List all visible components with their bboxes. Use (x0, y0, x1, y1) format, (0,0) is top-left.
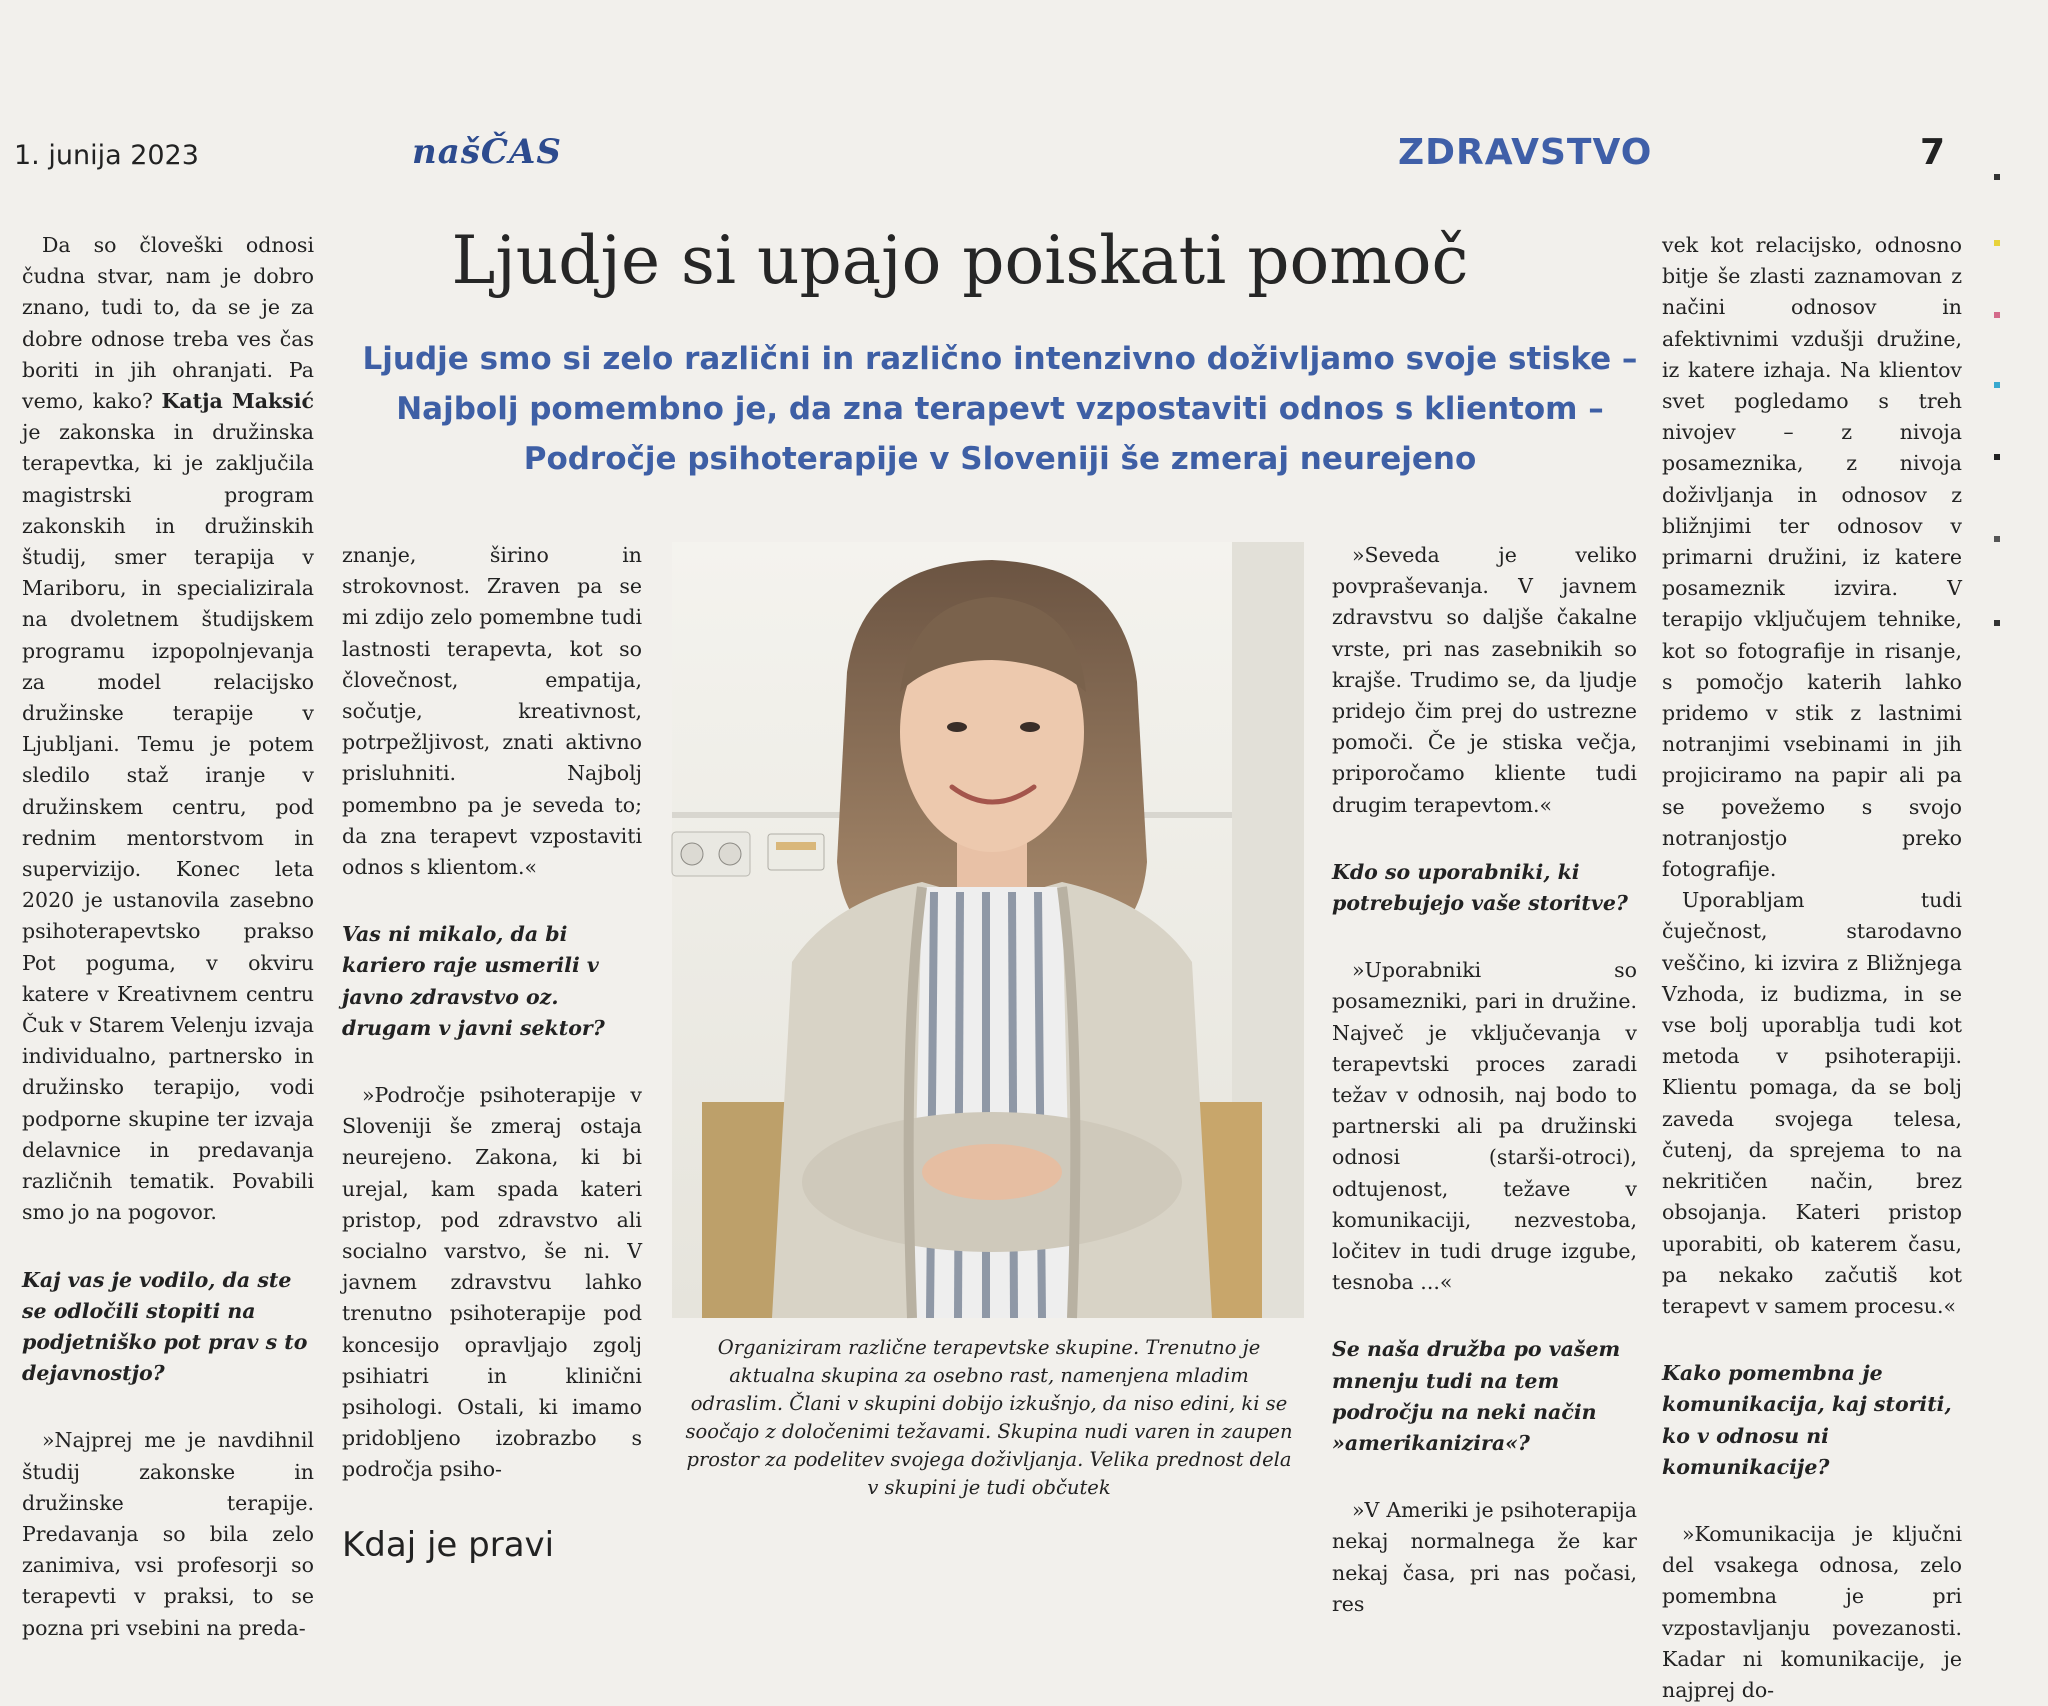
registration-mark (1994, 382, 2000, 388)
page-number: 7 (1920, 132, 1946, 173)
section-title: ZDRAVSTVO (1398, 132, 1653, 173)
interview-question: Kako pomembna je komunikacija, kaj storiti, ko v odnosu ni komunikacije? (1662, 1361, 1952, 1479)
article-column-5 (1662, 230, 1962, 1702)
interview-answer: »V Ameriki je psihoterapija nekaj normalnega že kar nekaj časa, pri nas počasi, res (1332, 1498, 1637, 1616)
article-column-4 (1332, 540, 1637, 1616)
interview-question: Vas ni mikalo, da bi kariero raje usmerili v javno zdravstvo oz. drugam v javni sektor? (342, 922, 605, 1040)
portrait-photo-illustration (672, 542, 1304, 1318)
intro-paragraph (22, 230, 314, 1229)
interview-answer: »Uporabniki so posamezniki, pari in družine. Največ je vključevanja v terapevtski proces zaradi težav v odnosih, naj bodo to partnerski ali pa družinski odnosi (starši-otroci), odtujenost, težave v komunikaciji, nezvestoba, ločitev in tudi druge izgube, tesnoba ...« (1332, 958, 1637, 1295)
interview-answer: »Najprej me je navdihnil študij zakonske in družinske terapije. Predavanja so bila zelo zanimiva, vsi profesorji so terapevti v praksi, to se pozna pri vsebini na preda- (22, 1428, 314, 1640)
registration-mark (1994, 240, 2000, 246)
answer-continuation: znanje, širino in strokovnost. Zraven pa se mi zdijo zelo pomembne tudi lastnosti terapevta, kot so človečnost, empatija, sočutje, kreativnost, potrpežljivost, znati aktivno prisluhniti. Najbolj pomembno pa je seveda to; da zna terapevt vzpostaviti odnos s klientom.« (342, 543, 642, 880)
interview-answer: »Komunikacija je ključni del vsakega odnosa, zelo pomembna je pri vzpostavljanju povezanosti. Kadar ni komunikacije, je najprej do- (1662, 1521, 1962, 1702)
interview-answer: »Seveda je veliko povpraševanja. V javnem zdravstvu so daljše čakalne vrste, pri nas zasebnikih so krajše. Trudimo se, da ljudje pridejo čim prej do ustrezne pomoči. Če je stiska večja, priporočamo kliente tudi drugim terapevtom.« (1332, 543, 1637, 817)
registration-mark (1994, 454, 2000, 460)
issue-date: 1. junija 2023 (14, 140, 199, 171)
interview-question: Se naša družba po vašem mnenju tudi na tem področju na neki način »amerikanizira«? (1332, 1337, 1621, 1456)
registration-mark (1994, 620, 2000, 626)
author-name: Katja Maksić (161, 389, 314, 414)
intro-text-b: je zakonska in družinska terapevtka, ki je zaključila magistrski program zakonskih in družinskih študij, smer terapija v Mariboru, in specializirala na dvoletnem študijskem programu izpopolnjevanja za model relacijsko družinske terapije v Ljubljani. Temu je potem sledilo staž iranje v družinskem centru, pod rednim mentorstvom in supervizijo. Konec leta 2020 je ustanovila zasebno psihoterapevtsko prakso Pot poguma, v okviru katere v Kreativnem centru Čuk v Starem Velenju izvaja individualno, partnersko in družinsko terapijo, vodi podporne skupine ter izvaja delavnice in predavanja različnih tematik. Povabili smo jo na pogovor. (22, 420, 314, 1225)
registration-mark (1994, 312, 2000, 318)
article-column-2 (342, 540, 642, 1565)
section-subtitle: Kdaj je pravi (342, 1524, 555, 1565)
interview-answer: »Področje psihoterapije v Sloveniji še zmeraj ostaja neurejeno. Zakona, ki bi urejal, kam spada kateri pristop, pod zdravstvo ali socialno varstvo, še ni. V javnem zdravstvu lahko trenutno psihoterapije pod koncesijo opravljajo zgolj psihiatri in klinični psihologi. Ostali, ki imamo pridobljeno izobrazbo s področja psiho- (342, 1083, 642, 1482)
photo-caption: Organiziram različne terapevtske skupine. Trenutno je aktualna skupina za osebno rast, namenjena mladim odraslim. Člani v skupini dobijo izkušnjo, da niso edini, ki se soočajo z določenimi težavami. Skupina nudi varen in zaupen prostor za podelitev svojega doživljanja. Velika prednost dela v skupini je tudi občutek (685, 1336, 1293, 1499)
newspaper-logo: našČAS (412, 132, 562, 172)
article-headline: Ljudje si upajo poiskati pomoč (451, 222, 1469, 299)
interview-question: Kdo so uporabniki, ki potrebujejo vaše storitve? (1332, 859, 1628, 916)
article-column-1 (22, 230, 314, 1640)
registration-mark (1994, 174, 2000, 180)
interview-answer: Uporabljam tudi čuječnost, starodavno veščino, ki izvira z Bližnjega Vzhoda, iz budizma, in se vse bolj uporablja tudi kot metoda v psihoterapiji. Klientu pomaga, da se bolj zaveda svojega telesa, čutenj, da sprejema to na nekritičen način, brez obsojanja. Kateri pristop uporabiti, ob katerem času, pa nekako začutiš kot terapevt v samem procesu.« (1662, 888, 1962, 1318)
intro-text-a: Da so človeški odnosi čudna stvar, nam je dobro znano, tudi to, da se je za dobre odnose treba ves čas boriti in jih ohranjati. Pa vemo, kako? (22, 233, 314, 414)
answer-continuation: vek kot relacijsko, odnosno bitje še zlasti zaznamovan z načini odnosov in afektivnimi vzdušji družine, iz katere izhaja. Na klientov svet pogledamo s treh nivojev – z nivoja posameznika, z nivoja doživljanja in odnosov z bližnjimi ter odnosov v primarni družini, iz katere posameznik izvira. V terapijo vključujem tehnike, kot so fotografije in risanje, s pomočjo katerih lahko pridemo v stik z lastnimi notranjimi vsebinami in jih projiciramo na papir ali pa se povežemo s svojo notranjostjo preko fotografije. (1662, 233, 1962, 882)
interview-question: Kaj vas je vodilo, da ste se odločili stopiti na podjetniško pot prav s to dejavnostjo? (22, 1267, 308, 1386)
article-subhead: Ljudje smo si zelo različni in različno intenzivno doživljamo svoje stiske – Najbolj pomembno je, da zna terapevt vzpostaviti odnos s klientom – Področje psihoterapije v Sloveniji še zmeraj neurejeno (362, 341, 1638, 477)
registration-mark (1994, 536, 2000, 542)
portrait-photo (672, 542, 1304, 1318)
